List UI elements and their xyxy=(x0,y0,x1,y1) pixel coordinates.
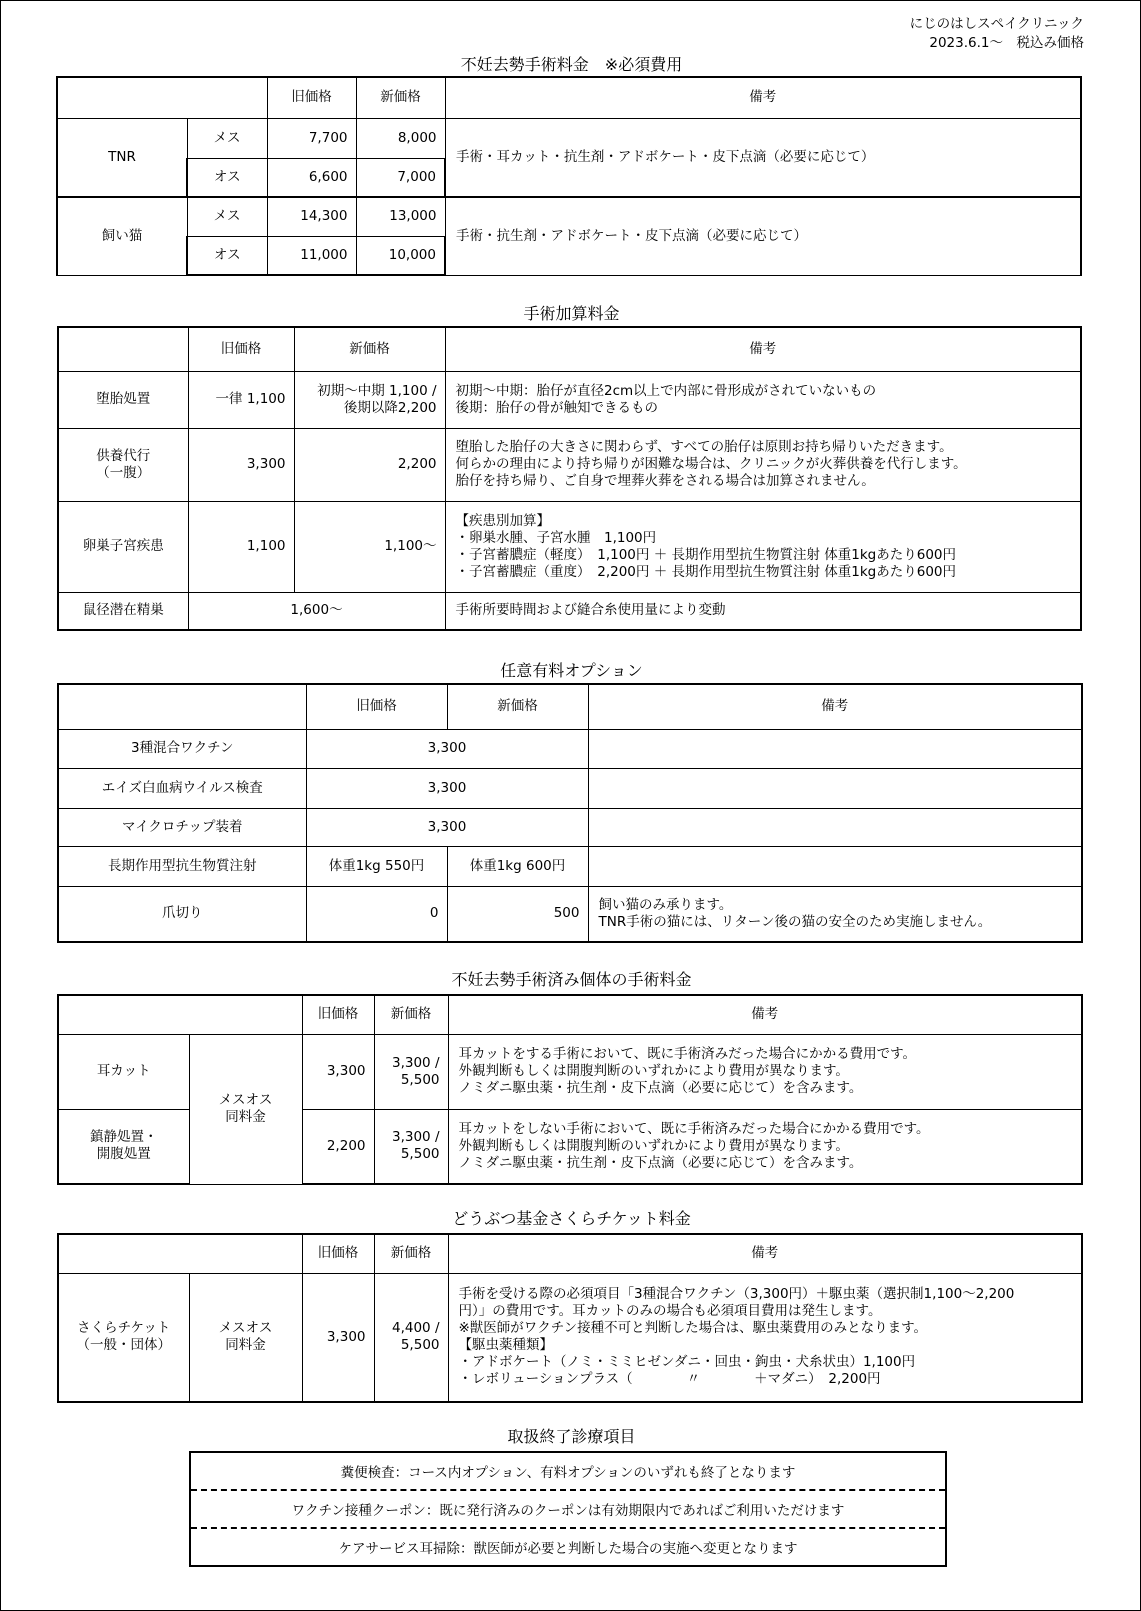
price: 3,300 xyxy=(306,768,588,808)
header-blank xyxy=(58,327,188,371)
remark: 【疾患別加算】 ・卵巣水腫、子宮水腫 1,100円 ・子宮蓄膿症（軽度） 1,100円 ＋ 長期作用型抗生物質注射 体重1kgあたり600円 ・子宮蓄膿症（重度） 2,200円 ＋ 長期作用型抗生物質注射 体重1kgあたり600円 xyxy=(445,501,1081,592)
same-fee-note: メスオス 同料金 xyxy=(189,1034,302,1184)
new-price: 2,200 xyxy=(294,428,445,501)
old-price: 7,700 xyxy=(267,118,356,158)
table-row xyxy=(57,118,1081,158)
category-tnr: TNR xyxy=(57,118,187,197)
header-new-price: 新価格 xyxy=(356,77,445,118)
document-header xyxy=(910,15,1084,53)
section-title-paid-options: 任意有料オプション xyxy=(500,661,643,680)
remark: 堕胎した胎仔の大きさに関わらず、すべての胎仔は原則お持ち帰りいただきます。 何らかの理由により持ち帰りが困難な場合は、クリニックが火葬供養を代行します。 胎仔を持ち帰り、ご自身で埋葬火葬をされる場合は加算されません。 xyxy=(445,428,1081,501)
discontinued-items-box xyxy=(189,1451,947,1567)
remark xyxy=(588,808,1082,846)
category-pet-cat: 飼い猫 xyxy=(57,197,187,275)
effective-date: 2023.6.1～ 税込み価格 xyxy=(929,35,1084,51)
list-item xyxy=(190,1452,946,1490)
old-price: 3,300 xyxy=(188,428,294,501)
discontinued-item: ワクチン接種クーポン：既に発行済みのクーポンは有効期限内であればご利用いただけます xyxy=(190,1490,946,1528)
header-new-price: 新価格 xyxy=(447,684,588,729)
table-header-row xyxy=(58,327,1081,371)
option-name: 爪切り xyxy=(58,886,306,942)
remark xyxy=(588,768,1082,808)
old-price: 1,100 xyxy=(188,501,294,592)
remark: 耳カットをする手術において、既に手術済みだった場合にかかる費用です。 外観判断もしくは開腹判断のいずれかにより費用が異なります。 ノミダニ駆虫薬・抗生剤・皮下点滴（必要に応じて）を含みます。 xyxy=(448,1034,1082,1109)
option-name: 長期作用型抗生物質注射 xyxy=(58,846,306,886)
new-price: 3,300 / 5,500 xyxy=(374,1034,448,1109)
sex-male: オス xyxy=(187,236,267,275)
remark: 飼い猫のみ承ります。 TNR手術の猫には、リターン後の猫の安全のため実施しません。 xyxy=(588,886,1082,942)
table-row xyxy=(58,1034,1082,1109)
table-header-row xyxy=(58,1234,1082,1273)
header-remarks: 備考 xyxy=(448,1234,1082,1273)
table-row xyxy=(58,768,1082,808)
item-name: 鼠径潜在精巣 xyxy=(58,592,188,630)
header-remarks: 備考 xyxy=(445,77,1081,118)
header-old-price: 旧価格 xyxy=(306,684,447,729)
new-price: 体重1kg 600円 xyxy=(447,846,588,886)
discontinued-item: 糞便検査：コース内オプション、有料オプションのいずれも終了となります xyxy=(340,1465,796,1481)
sex-female: メス xyxy=(187,197,267,236)
item-name: 卵巣子宮疾患 xyxy=(58,501,188,592)
new-price: 10,000 xyxy=(356,236,445,275)
header-blank xyxy=(58,995,302,1034)
table-row xyxy=(58,501,1081,592)
table-row xyxy=(58,808,1082,846)
table-row xyxy=(58,1273,1082,1402)
price: 1,600～ xyxy=(188,592,445,630)
remark: 手術所要時間および縫合糸使用量により変動 xyxy=(445,592,1081,630)
new-price: 4,400 / 5,500 xyxy=(374,1273,448,1402)
table-row xyxy=(58,592,1081,630)
table-row xyxy=(57,197,1081,236)
new-price: 13,000 xyxy=(356,197,445,236)
old-price: 体重1kg 550円 xyxy=(306,846,447,886)
section-title-discontinued: 取扱終了診療項目 xyxy=(507,1427,636,1446)
table-row xyxy=(58,428,1081,501)
section-title-surgery-surcharge: 手術加算料金 xyxy=(523,304,620,323)
price: 3,300 xyxy=(306,729,588,768)
old-price: 2,200 xyxy=(302,1109,374,1184)
clinic-name: にじのはしスペイクリニック xyxy=(909,16,1084,32)
header-remarks: 備考 xyxy=(448,995,1082,1034)
remark: 手術・抗生剤・アドボケート・皮下点滴（必要に応じて） xyxy=(445,197,1081,275)
new-price: 8,000 xyxy=(356,118,445,158)
same-fee-note: メスオス 同料金 xyxy=(189,1273,302,1402)
remark: 初期～中期：胎仔が直径2cm以上で内部に骨形成がされていないもの 後期：胎仔の骨が触知できるもの xyxy=(445,371,1081,428)
item-name: さくらチケット （一般・団体） xyxy=(58,1273,189,1402)
table-header-row xyxy=(58,684,1082,729)
header-remarks: 備考 xyxy=(588,684,1082,729)
section-title-already-sterilized: 不妊去勢手術済み個体の手術料金 xyxy=(451,970,692,989)
remark xyxy=(588,729,1082,768)
remark xyxy=(588,846,1082,886)
list-item xyxy=(190,1490,946,1528)
new-price: 500 xyxy=(447,886,588,942)
item-name: 耳カット xyxy=(58,1034,189,1109)
header-new-price: 新価格 xyxy=(374,995,448,1034)
section-title-sterilization: 不妊去勢手術料金 ※必須費用 xyxy=(460,55,683,74)
header-old-price: 旧価格 xyxy=(302,995,374,1034)
old-price: 一律 1,100 xyxy=(188,371,294,428)
old-price: 6,600 xyxy=(267,158,356,197)
table-header-row xyxy=(58,995,1082,1034)
new-price: 7,000 xyxy=(356,158,445,197)
sex-female: メス xyxy=(187,118,267,158)
table-row xyxy=(58,886,1082,942)
old-price: 14,300 xyxy=(267,197,356,236)
header-blank xyxy=(57,77,267,118)
price: 3,300 xyxy=(306,808,588,846)
old-price: 0 xyxy=(306,886,447,942)
sakura-ticket-table xyxy=(57,1233,1083,1403)
new-price: 初期～中期 1,100 / 後期以降2,200 xyxy=(294,371,445,428)
old-price: 3,300 xyxy=(302,1034,374,1109)
header-new-price: 新価格 xyxy=(294,327,445,371)
new-price: 1,100～ xyxy=(294,501,445,592)
table-row xyxy=(58,846,1082,886)
remark: 手術を受ける際の必須項目「3種混合ワクチン（3,300円）＋駆虫薬（選択制1,100～2,200 円）」の費用です。耳カットのみの場合も必須項目費用は発生します。 ※獣医師がワクチン接種不可と判断した場合は、駆虫薬費用のみとなります。 【駆虫薬種類】 ・アドボケート（ノミ・ミミヒゼンダニ・回虫・鉤虫・犬糸状虫）1,100円 ・レボリューションプラス（ 〃 ＋マダニ） 2,200円 xyxy=(448,1273,1082,1402)
already-sterilized-table xyxy=(57,994,1083,1185)
table-row xyxy=(58,371,1081,428)
table-header-row xyxy=(57,77,1081,118)
header-blank xyxy=(58,684,306,729)
sex-male: オス xyxy=(187,158,267,197)
option-name: マイクロチップ装着 xyxy=(58,808,306,846)
list-item xyxy=(190,1528,946,1566)
remark: 手術・耳カット・抗生剤・アドボケート・皮下点滴（必要に応じて） xyxy=(445,118,1081,197)
header-remarks: 備考 xyxy=(445,327,1081,371)
new-price: 3,300 / 5,500 xyxy=(374,1109,448,1184)
item-name: 供養代行 （一腹） xyxy=(58,428,188,501)
header-blank xyxy=(58,1234,302,1273)
header-new-price: 新価格 xyxy=(374,1234,448,1273)
old-price: 11,000 xyxy=(267,236,356,275)
item-name: 鎮静処置・ 開腹処置 xyxy=(58,1109,189,1184)
remark: 耳カットをしない手術において、既に手術済みだった場合にかかる費用です。 外観判断もしくは開腹判断のいずれかにより費用が異なります。 ノミダニ駆虫薬・抗生剤・皮下点滴（必要に応じて）を含みます。 xyxy=(448,1109,1082,1184)
header-old-price: 旧価格 xyxy=(302,1234,374,1273)
option-name: 3種混合ワクチン xyxy=(58,729,306,768)
sterilization-fee-table xyxy=(56,76,1082,276)
table-row xyxy=(58,729,1082,768)
section-title-sakura-ticket: どうぶつ基金さくらチケット料金 xyxy=(452,1209,691,1228)
header-old-price: 旧価格 xyxy=(188,327,294,371)
surgery-surcharge-table xyxy=(57,326,1082,631)
header-old-price: 旧価格 xyxy=(267,77,356,118)
paid-options-table xyxy=(57,683,1083,943)
discontinued-item: ケアサービス耳掃除：獣医師が必要と判断した場合の実施へ変更となります xyxy=(190,1528,946,1566)
option-name: エイズ白血病ウイルス検査 xyxy=(58,768,306,808)
item-name: 堕胎処置 xyxy=(58,371,188,428)
old-price: 3,300 xyxy=(302,1273,374,1402)
